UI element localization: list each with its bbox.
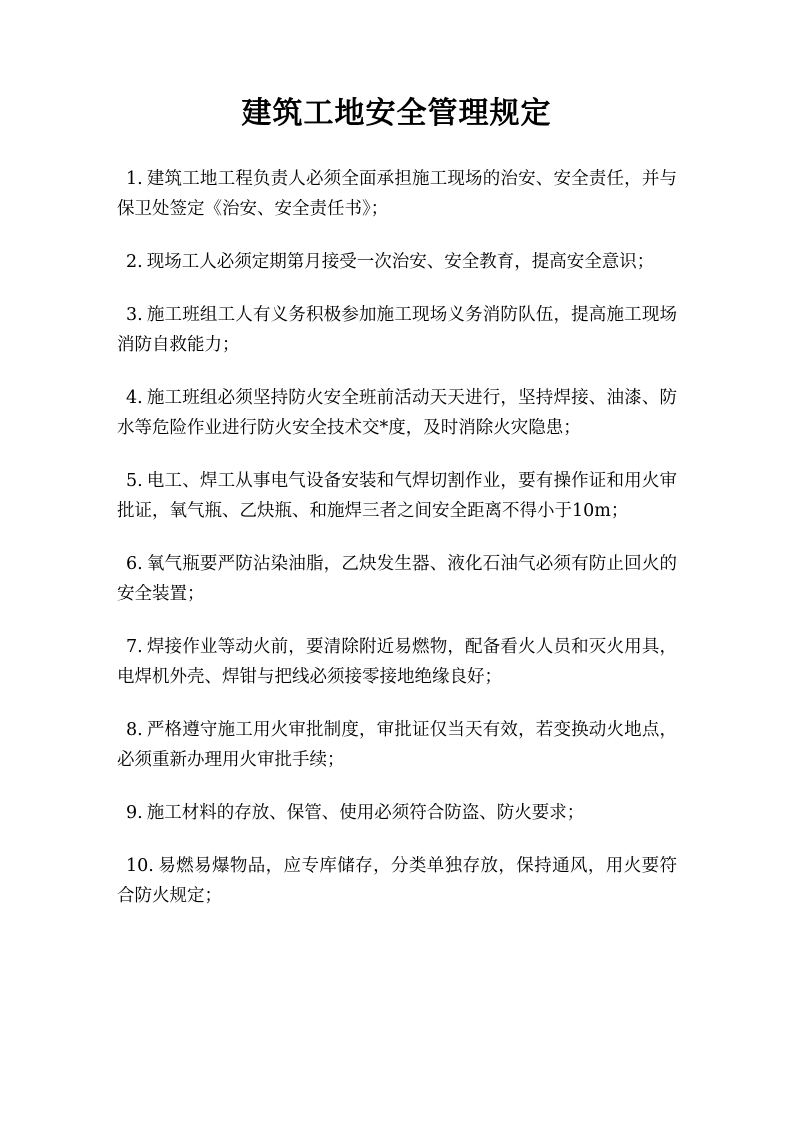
rule-number: 2. [126, 252, 143, 272]
rule-number: 4. [126, 388, 143, 408]
rule-number: 9. [126, 803, 143, 823]
rule-text: 现场工人必须定期第月接受一次治安、安全教育，提高安全意识； [146, 252, 655, 272]
rule-number: 8. [126, 720, 143, 740]
rule-text: 施工材料的存放、保管、使用必须符合防盗、防火要求； [146, 803, 585, 823]
rule-text: 电工、焊工从事电气设备安装和气焊切割作业，要有操作证和用火审批证，氧气瓶、乙炔瓶、和施焊三者之间安全距离不得小于10m； [117, 471, 677, 521]
rule-text: 严格遵守施工用火审批制度，审批证仅当天有效，若变换动火地点，必须重新办理用火审批手续； [117, 720, 677, 770]
list-item [117, 164, 677, 224]
rule-text: 施工班组工人有义务积极参加施工现场义务消防队伍，提高施工现场消防自救能力； [117, 305, 677, 355]
rule-number: 10. [126, 856, 154, 876]
rule-text: 施工班组必须坚持防火安全班前活动天天进行，坚持焊接、油漆、防水等危险作业进行防火安全技术交*度，及时消除火灾隐患； [117, 388, 677, 438]
list-item [117, 300, 677, 360]
rules-list [117, 164, 677, 934]
list-item [117, 466, 677, 526]
list-item [117, 247, 677, 277]
rule-number: 6. [126, 554, 143, 574]
rule-text: 氧气瓶要严防沾染油脂，乙炔发生器、液化石油气必须有防止回火的安全装置； [117, 554, 677, 604]
list-item [117, 715, 677, 775]
rule-number: 7. [126, 637, 143, 657]
list-item [117, 549, 677, 609]
rule-text: 焊接作业等动火前，要清除附近易燃物，配备看火人员和灭火用具，电焊机外壳、焊钳与把线必须接零接地绝缘良好； [117, 637, 677, 687]
list-item [117, 383, 677, 443]
rule-number: 3. [126, 305, 143, 325]
list-item [117, 798, 677, 828]
rule-text: 建筑工地工程负责人必须全面承担施工现场的治安、安全责任，并与保卫处签定《治安、安全责任书》； [117, 169, 677, 219]
list-item [117, 851, 677, 911]
list-item [117, 632, 677, 692]
document-title: 建筑工地安全管理规定 [241, 96, 552, 131]
rule-text: 易燃易爆物品，应专库储存，分类单独存放，保持通风，用火要符合防火规定； [117, 856, 677, 906]
rule-number: 5. [126, 471, 143, 491]
rule-number: 1. [126, 169, 143, 189]
